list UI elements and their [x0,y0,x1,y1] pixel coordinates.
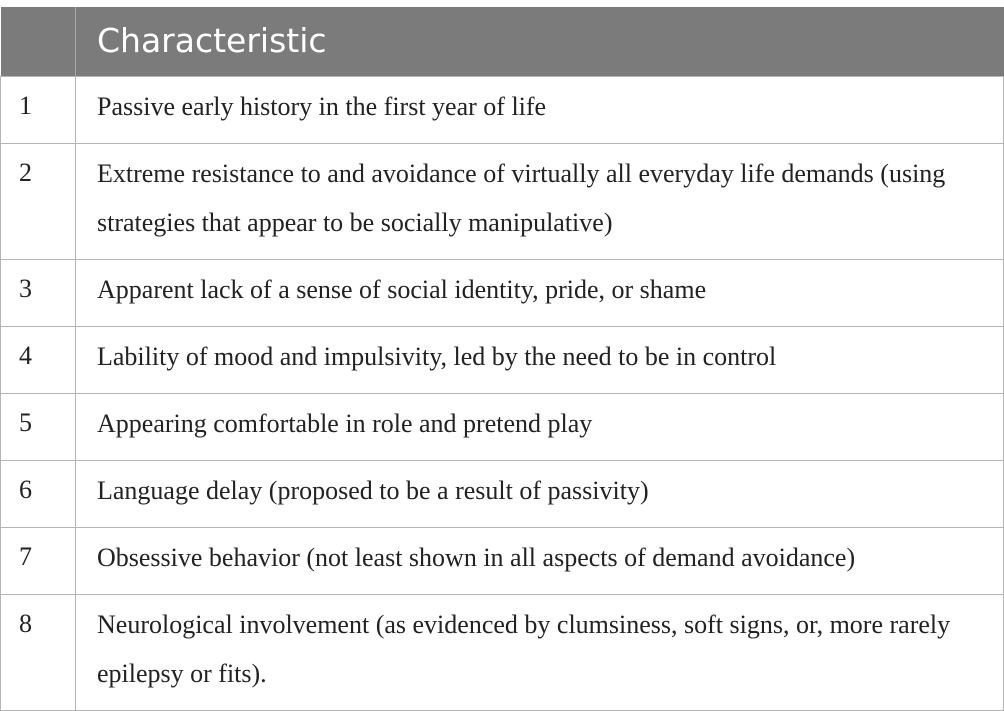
table-row [1,327,1004,394]
row-characteristic [76,260,1004,327]
header-number-cell [1,7,76,77]
row-number: 5 [1,394,76,461]
row-number: 7 [1,528,76,595]
table-body [1,77,1004,711]
characteristics-table-container [0,7,1003,711]
row-characteristic [76,144,1004,260]
row-characteristic [76,327,1004,394]
row-characteristic-text: Apparent lack of a sense of social identity, pride, or shame [97,275,707,304]
row-characteristic-text: Appearing comfortable in role and pretend play [97,409,593,438]
table-row [1,528,1004,595]
row-characteristic [76,528,1004,595]
row-number: 4 [1,327,76,394]
table-row [1,595,1004,711]
characteristics-table [0,7,1004,711]
row-characteristic-text: Passive early history in the first year of life [97,92,547,121]
table-row [1,461,1004,528]
table-header [1,7,1004,77]
table-row [1,77,1004,144]
table-row [1,260,1004,327]
row-characteristic [76,595,1004,711]
row-number: 3 [1,260,76,327]
row-number: 6 [1,461,76,528]
row-characteristic [76,461,1004,528]
header-characteristic-label: Characteristic [97,21,327,60]
row-characteristic-text: Extreme resistance to and avoidance of virtually all everyday life demands (using strategies that appear to be socially manipulative) [97,159,946,237]
row-characteristic-text: Neurological involvement (as evidenced by clumsiness, soft signs, or, more rarely epilepsy or fits). [97,610,951,688]
row-characteristic-text: Lability of mood and impulsivity, led by the need to be in control [97,342,777,371]
row-characteristic [76,77,1004,144]
header-characteristic-cell [76,7,1004,77]
table-row [1,394,1004,461]
header-row [1,7,1004,77]
table-row [1,144,1004,260]
row-characteristic [76,394,1004,461]
row-number: 1 [1,77,76,144]
row-number: 2 [1,144,76,260]
row-characteristic-text: Obsessive behavior (not least shown in all aspects of demand avoidance) [97,543,856,572]
row-number: 8 [1,595,76,711]
row-characteristic-text: Language delay (proposed to be a result of passivity) [97,476,649,505]
